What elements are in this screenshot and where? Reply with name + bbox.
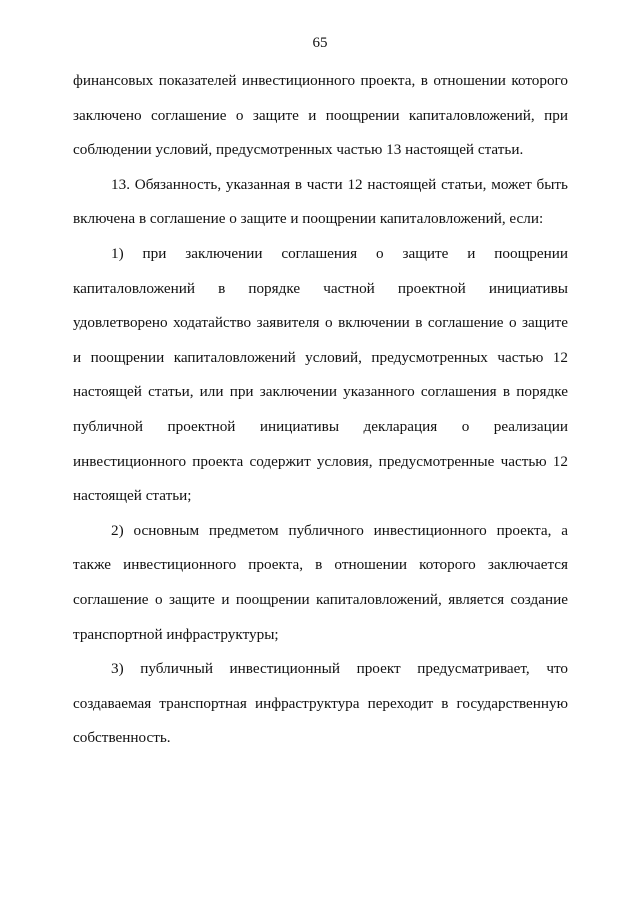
text-line: финансовых показателей инвестиционного проекта, в отношении которого bbox=[73, 72, 568, 89]
text-line: 1) при заключении соглашения о защите и поощрении bbox=[111, 244, 568, 262]
text-line: настоящей статьи, или при заключении указанного соглашения в порядке bbox=[73, 383, 568, 401]
text-line: собственность. bbox=[73, 729, 171, 747]
text-line: создаваемая транспортная инфраструктура переходит в государственную bbox=[73, 694, 568, 712]
document-body bbox=[73, 64, 568, 756]
page-number: 65 bbox=[312, 35, 328, 51]
text-line: публичной проектной инициативы декларация о реализации bbox=[73, 417, 568, 435]
paragraph-item-1 bbox=[73, 237, 568, 514]
text-line: и поощрении капиталовложений условий, предусмотренных частью 12 bbox=[73, 348, 568, 366]
text-line: также инвестиционного проекта, в отношении которого заключается bbox=[73, 556, 568, 574]
text-line: 2) основным предметом публичного инвестиционного проекта, а bbox=[111, 521, 568, 539]
text-line: настоящей статьи; bbox=[73, 487, 192, 505]
paragraph-item-2 bbox=[73, 514, 568, 652]
text-line: включена в соглашение о защите и поощрении капиталовложений, если: bbox=[73, 210, 544, 228]
text-line: 3) публичный инвестиционный проект предусматривает, что bbox=[111, 660, 568, 678]
text-line: 13. Обязанность, указанная в части 12 настоящей статьи, может быть bbox=[111, 175, 568, 193]
paragraph-clause-13 bbox=[73, 168, 568, 237]
text-line: инвестиционного проекта содержит условия, предусмотренные частью 12 bbox=[73, 452, 568, 470]
text-line: удовлетворено ходатайство заявителя о включении в соглашение о защите bbox=[73, 314, 568, 332]
text-line: капиталовложений в порядке частной проектной инициативы bbox=[73, 279, 568, 297]
text-line: транспортной инфраструктуры; bbox=[73, 625, 279, 643]
text-line: соблюдении условий, предусмотренных частью 13 настоящей статьи. bbox=[73, 141, 524, 159]
text-line: соглашение о защите и поощрении капиталовложений, является создание bbox=[73, 590, 568, 608]
text-line: заключено соглашение о защите и поощрении капиталовложений, при bbox=[73, 106, 568, 124]
paragraph-continuation bbox=[73, 64, 568, 168]
paragraph-item-3 bbox=[73, 652, 568, 756]
